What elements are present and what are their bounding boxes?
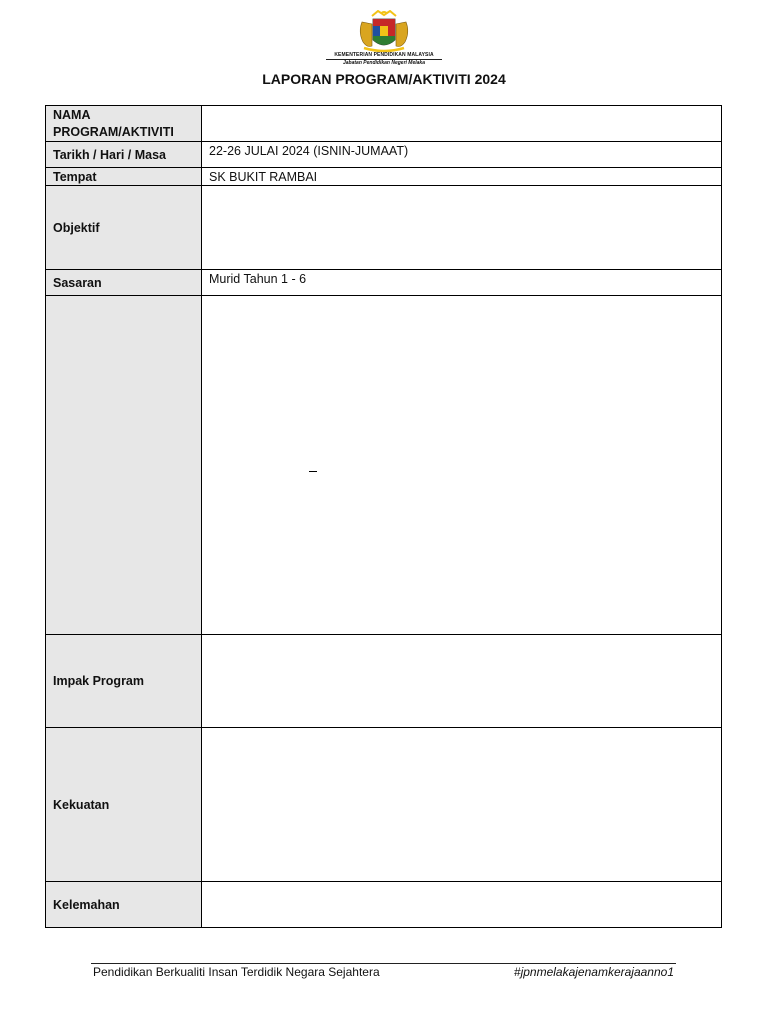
row-label-venue: Tempat bbox=[46, 168, 202, 186]
table-row-impact bbox=[46, 635, 722, 728]
row-label-impact: Impak Program bbox=[46, 635, 202, 728]
row-value-weaknesses[interactable] bbox=[202, 882, 722, 928]
row-value-target[interactable]: Murid Tahun 1 - 6 bbox=[202, 270, 722, 296]
row-label-weaknesses: Kelemahan bbox=[46, 882, 202, 928]
row-label-target: Sasaran bbox=[46, 270, 202, 296]
row-value-program-name[interactable] bbox=[202, 106, 722, 142]
row-label-program-name: NAMA PROGRAM/AKTIVITI bbox=[46, 106, 202, 142]
table-row-strengths bbox=[46, 728, 722, 882]
table-row-activity-photos bbox=[46, 296, 722, 635]
row-label-activity-photos bbox=[46, 296, 202, 635]
footer-hashtag: #jpnmelakajenamkerajaanno1 bbox=[513, 965, 674, 979]
table-row-date bbox=[46, 142, 722, 168]
row-value-venue[interactable]: SK BUKIT RAMBAI bbox=[202, 168, 722, 186]
row-value-objective[interactable] bbox=[202, 186, 722, 270]
row-value-impact[interactable] bbox=[202, 635, 722, 728]
report-form-table bbox=[45, 105, 722, 928]
footer-divider bbox=[91, 963, 676, 964]
table-row-weaknesses bbox=[46, 882, 722, 928]
row-value-strengths[interactable] bbox=[202, 728, 722, 882]
footer-motto: Pendidikan Berkualiti Insan Terdidik Negara Sejahtera bbox=[93, 965, 380, 979]
table-row-venue bbox=[46, 168, 722, 186]
row-value-date[interactable]: 22-26 JULAI 2024 (ISNIN-JUMAAT) bbox=[202, 142, 722, 168]
table-row-objective bbox=[46, 186, 722, 270]
row-label-strengths: Kekuatan bbox=[46, 728, 202, 882]
table-row-target bbox=[46, 270, 722, 296]
table-row-program-name bbox=[46, 106, 722, 142]
page-title: LAPORAN PROGRAM/AKTIVITI 2024 bbox=[262, 71, 506, 87]
department-name: Jabatan Pendidikan Negeri Melaka bbox=[343, 60, 425, 66]
row-label-objective: Objektif bbox=[46, 186, 202, 270]
row-value-activity-photos[interactable] bbox=[202, 296, 722, 635]
ministry-name: KEMENTERIAN PENDIDIKAN MALAYSIA bbox=[334, 52, 434, 58]
row-label-date: Tarikh / Hari / Masa bbox=[46, 142, 202, 168]
text-cursor-mark bbox=[309, 471, 317, 472]
coat-of-arms-logo bbox=[354, 10, 414, 56]
